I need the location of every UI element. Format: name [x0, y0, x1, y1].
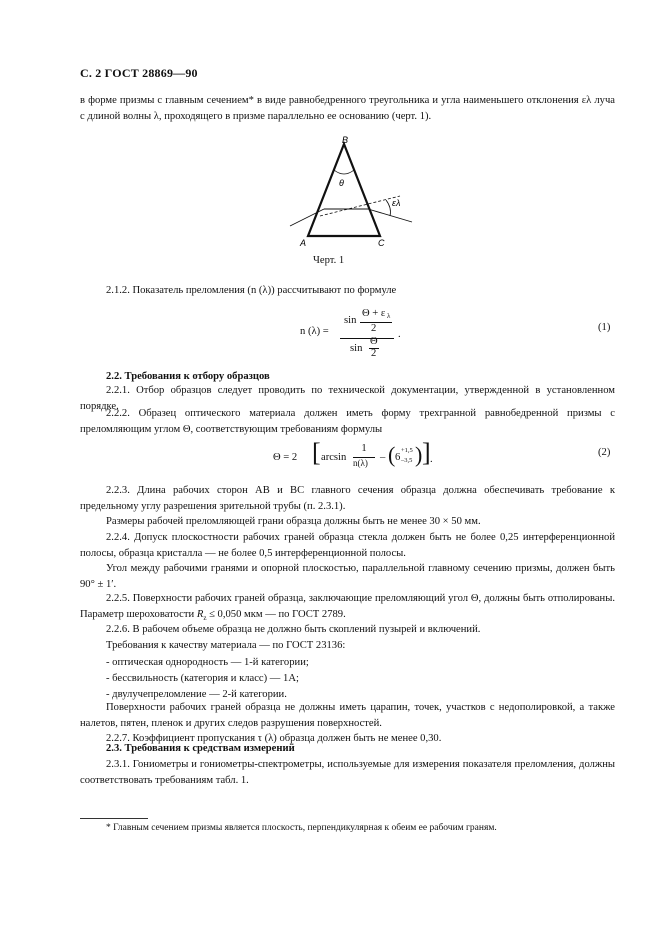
- vertex-c-label: C: [378, 238, 385, 248]
- section-2-3-heading: 2.3. Требования к средствам измерений: [106, 743, 295, 754]
- equation-number-1: (1): [598, 322, 611, 333]
- theta-label: θ: [339, 178, 344, 188]
- page-header: С. 2 ГОСТ 28869—90: [80, 66, 198, 80]
- prism-diagram: [280, 134, 420, 252]
- paragraph-2-2-3: 2.2.3. Длина рабочих сторон АВ и ВС главного сечения образца должна обеспечивать требование к предельному углу разрешения зрительной трубы (п. 2.3.1).: [80, 485, 615, 512]
- paragraph-2-2-4: 2.2.4. Допуск плоскостности рабочих граней образца стекла должен быть не более 0,25 интерференционной полосы, образца кристалла — не более 0,5 интерференционной полосы.: [80, 532, 615, 559]
- undeviated-ray: [320, 196, 400, 216]
- epsilon-label: ελ: [392, 198, 401, 208]
- paragraph-2-2-2: 2.2.2. Образец оптического материала должен иметь форму трехгранной равнобедренной призмы с преломляющим углом Θ, соответствующим требованиям формулы: [80, 408, 615, 435]
- list-item: - двулучепреломление — 2-й категории.: [106, 689, 287, 700]
- footnote: * Главным сечением призмы является плоскость, перпендикулярная к обеим ее рабочим граням.: [106, 823, 497, 833]
- prism-triangle: [308, 144, 380, 236]
- paragraph-surfaces: Поверхности рабочих граней образца не должны иметь царапин, точек, участков с недополировкой, а также налетов, пятен, пленок и других следов разрушения поверхностей.: [80, 702, 615, 729]
- paragraph-2-3-1: 2.3.1. Гониометры и гониометры-спектрометры, используемые для измерения показателя преломления, должны соответствовать требованиям табл. 1.: [80, 759, 615, 786]
- vertex-a-label: A: [300, 238, 307, 248]
- list-item: - оптическая однородность — 1-й категории;: [106, 657, 309, 668]
- deviation-angle-arc: [386, 200, 391, 216]
- paragraph-2-2-1: 2.2.1. Отбор образцов следует проводить по технической документации, утвержденной в установленном порядке.: [80, 385, 615, 412]
- incident-ray: [290, 209, 324, 226]
- footnote-divider: [80, 818, 148, 819]
- paragraph-2-2-3-size: Размеры рабочей преломляющей грани образца должны быть не менее 30 × 50 мм.: [106, 516, 481, 527]
- paragraph-2-2-4-angle: Угол между рабочими гранями и опорной плоскостью, параллельной главному сечению призмы, должен быть 90° ± 1′.: [80, 563, 615, 590]
- paragraph-2-2-6: 2.2.6. В рабочем объеме образца не должно быть скоплений пузырей и включений.: [106, 624, 481, 635]
- formula-1: n (λ) = sin Θ + ε λ 2 sin Θ 2 .: [300, 308, 401, 359]
- formula-2: Θ = 2 [ arcsin 1 n(λ) – ( 6 +1,5 –3,5 ) ] .: [273, 438, 433, 468]
- paragraph-2-1-2: 2.1.2. Показатель преломления (n (λ)) рассчитывают по формуле: [106, 285, 397, 296]
- paragraph-2-2-5: 2.2.5. Поверхности рабочих граней образца, заключающие преломляющий угол Θ, должны быть отполированы. Параметр шероховатости $R_z \le 0,050$ мкм — по ГОСТ 2789.: [80, 593, 615, 623]
- equation-number-2: (2): [598, 447, 611, 458]
- section-2-2-heading: 2.2. Требования к отбору образцов: [106, 371, 270, 382]
- paragraph-2-2-6-quality: Требования к качеству материала — по ГОСТ 23136:: [106, 640, 346, 651]
- intro-paragraph: в форме призмы с главным сечением* в виде равнобедренного треугольника и угла наименьшего отклонения ελ луча с длиной волны λ, проходящего в призме параллельно ее основанию (черт. 1).: [80, 95, 615, 122]
- figure-caption: Черт. 1: [313, 255, 345, 266]
- paragraph-2-2-7: 2.2.7. Коэффициент пропускания τ (λ) образца должен быть не менее 0,30.: [106, 733, 442, 744]
- list-item: - бессвильность (категория и класс) — 1А;: [106, 673, 299, 684]
- apex-angle-arc: [334, 170, 354, 174]
- vertex-b-label: B: [342, 135, 349, 145]
